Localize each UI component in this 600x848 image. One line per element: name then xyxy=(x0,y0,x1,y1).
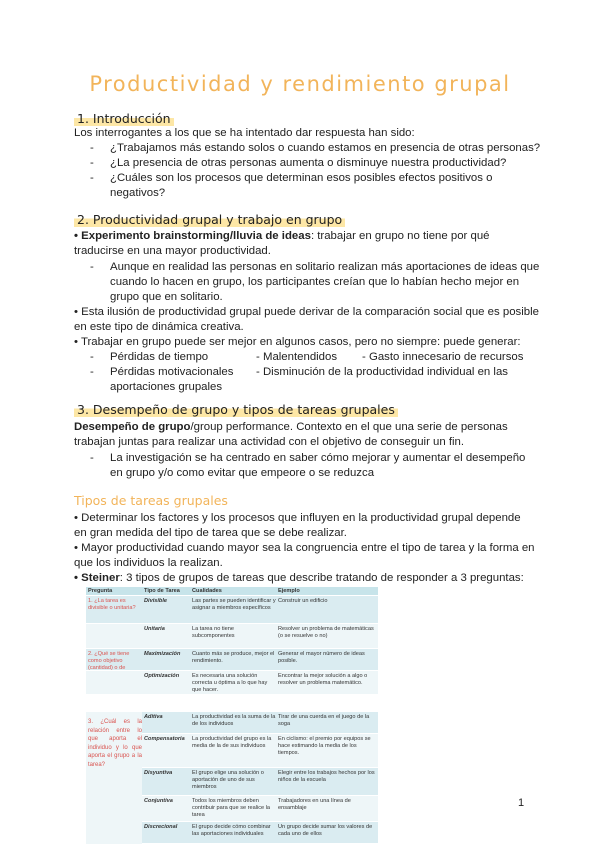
quality-cell: Todos los miembros deben contribuir para que se realice la tarea xyxy=(192,798,271,818)
table-row xyxy=(86,624,378,649)
section-1-heading: 1. Introducción xyxy=(74,111,174,126)
example-cell: Construir un edificio xyxy=(278,598,328,604)
intro-text: Los interrogantes a los que se ha intentado dar respuesta han sido: xyxy=(74,127,415,139)
paragraph: que los individuos la realizan. xyxy=(74,557,223,569)
paragraph: • Determinar los factores y los procesos que influyen en la productividad grupal depende xyxy=(74,512,521,524)
dash: - xyxy=(90,351,94,363)
example-cell: Generar el mayor número de ideas posible. xyxy=(278,651,365,664)
bold-term: Desempeño de grupo xyxy=(74,421,191,433)
paragraph xyxy=(74,420,508,435)
quality-cell: Las partes se pueden identificar y asignar a miembros específicos xyxy=(192,598,276,611)
type-cell: Divisible xyxy=(144,598,168,604)
quality-cell: El grupo elige una solución o aportación de uno de sus miembros xyxy=(192,770,264,790)
text: /group performance. Contexto en el que una serie de personas xyxy=(190,421,508,433)
table-row xyxy=(86,671,378,695)
paragraph: en este tipo de dinámica creativa. xyxy=(74,321,244,333)
sub-item: en grupo y/o como evitar que empeore o se reduzca xyxy=(110,467,375,479)
list-item: - Malentendidos xyxy=(256,351,338,363)
section-3-heading: 3. Desempeño de grupo y tipos de tareas grupales xyxy=(74,402,398,417)
question-cell: 1. ¿La tarea es divisible o unitaria? xyxy=(88,598,136,611)
list-item: - Gasto innecesario de recursos xyxy=(362,351,524,363)
sub-item: cuando lo hacen en grupo, los participantes creían que lo habían hecho mejor en xyxy=(110,276,520,288)
paragraph: • Esta ilusión de productividad grupal puede derivar de la comparación social que es posible xyxy=(74,306,539,318)
table-2 xyxy=(86,712,378,844)
list-item: - Disminución de la productividad individual en las xyxy=(256,366,508,378)
table-row xyxy=(142,822,378,844)
table-row xyxy=(142,768,378,796)
list-item: Pérdidas de tiempo xyxy=(110,351,209,363)
example-cell: Encontrar la mejor solución a algo o resolver un problema matemático. xyxy=(278,673,368,686)
example-cell: Tirar de una cuerda en el juego de la soga xyxy=(278,714,370,727)
dash: - xyxy=(90,452,94,464)
table-header xyxy=(86,587,378,596)
example-cell: Trabajadores en una línea de ensamblaje xyxy=(278,798,351,811)
dash: - xyxy=(90,261,94,273)
type-cell: Unitaria xyxy=(144,626,165,632)
table-row xyxy=(86,649,378,671)
bold-term: • Steiner xyxy=(74,572,120,584)
type-cell: Disyuntiva xyxy=(144,770,173,776)
subsection-heading: Tipos de tareas grupales xyxy=(74,493,228,508)
table-row xyxy=(142,796,378,822)
sub-item: grupo que en solitario. xyxy=(110,291,223,303)
type-cell: Discrecional xyxy=(144,824,178,830)
quality-cell: La productividad es la suma de la de los individuos xyxy=(192,714,276,727)
dash: - xyxy=(90,172,94,184)
page-number: 1 xyxy=(518,797,525,809)
list-item: ¿Cuáles son los procesos que determinan esos posibles efectos positivos o xyxy=(110,172,493,184)
paragraph: traducirse en una mayor productividad. xyxy=(74,245,271,257)
quality-cell: La productividad del grupo es la media de la de sus individuos xyxy=(192,736,272,749)
list-item-cont: negativos? xyxy=(110,187,166,199)
paragraph: • Trabajar en grupo puede ser mejor en algunos casos, pero no siempre: puede generar: xyxy=(74,336,521,348)
header-cell: Tipo de Tarea xyxy=(144,588,180,594)
paragraph: en gran medida del tipo de tarea que se debe realizar. xyxy=(74,527,347,539)
paragraph: • Mayor productividad cuando mayor sea la congruencia entre el tipo de tarea y la forma en xyxy=(74,542,535,554)
dash: - xyxy=(90,157,94,169)
quality-cell: Es necesaria una solución correcta u óptima a lo que hay que hacer. xyxy=(192,673,268,693)
example-cell: Resolver un problema de matemáticas (o se resuelve o no) xyxy=(278,626,374,639)
paragraph xyxy=(74,229,490,244)
quality-cell: Cuanto más se produce, mejor el rendimiento. xyxy=(192,651,275,664)
list-item: aportaciones grupales xyxy=(110,381,223,393)
list-item: ¿La presencia de otras personas aumenta o disminuye nuestra productividad? xyxy=(110,157,507,169)
bold-term: • Experimento brainstorming/lluvia de ideas xyxy=(74,230,311,242)
type-cell: Maximización xyxy=(144,651,181,657)
dash: - xyxy=(90,142,94,154)
type-cell: Aditiva xyxy=(144,714,163,720)
sub-item: Aunque en realidad las personas en solitario realizan más aportaciones de ideas que xyxy=(110,261,540,273)
header-cell: Pregunta xyxy=(88,588,113,594)
text: : 3 tipos de grupos de tareas que describe tratando de responder a 3 preguntas: xyxy=(119,572,524,584)
list-item: ¿Trabajamos más estando solos o cuando estamos en presencia de otras personas? xyxy=(110,142,541,154)
header-cell: Ejemplo xyxy=(278,588,300,594)
text: : trabajar en grupo no tiene por qué xyxy=(310,230,490,242)
table-row xyxy=(142,712,378,734)
quality-cell: El grupo decide cómo combinar las aportaciones individuales xyxy=(192,824,271,837)
sub-item: La investigación se ha centrado en saber cómo mejorar y aumentar el desempeño xyxy=(110,452,526,464)
paragraph xyxy=(74,571,524,586)
section-2-heading: 2. Productividad grupal y trabajo en grupo xyxy=(74,212,345,227)
dash: - xyxy=(90,366,94,378)
list-item: Pérdidas motivacionales xyxy=(110,366,234,378)
type-cell: Compensatoria xyxy=(144,736,185,742)
question-cell: 3. ¿Cuál es la relación entre lo que aporta el individuo y lo que aporta el grupo a la tarea? xyxy=(88,719,142,768)
page-title: Productividad y rendimiento grupal xyxy=(89,72,511,96)
example-cell: Elegir entre los trabajos hechos por los niños de la escuela xyxy=(278,770,375,783)
example-cell: Un grupo decide sumar los valores de cada uno de ellos xyxy=(278,824,373,837)
header-cell: Cualidades xyxy=(192,588,222,594)
type-cell: Optimización xyxy=(144,673,180,679)
example-cell: En ciclismo: el premio por equipos se hace estimando la media de los tiempos. xyxy=(278,736,371,756)
type-cell: Conjuntiva xyxy=(144,798,173,804)
question-cell: 2. ¿Qué se tiene como objetivo (cantidad) o de xyxy=(88,651,130,671)
paragraph: trabajan juntas para realizar una actividad con el objetivo de conseguir un fin. xyxy=(74,436,465,448)
table-row xyxy=(142,734,378,768)
table-1 xyxy=(86,587,378,695)
table-row xyxy=(86,596,378,624)
quality-cell: La tarea no tiene subcomponentes xyxy=(192,626,235,639)
